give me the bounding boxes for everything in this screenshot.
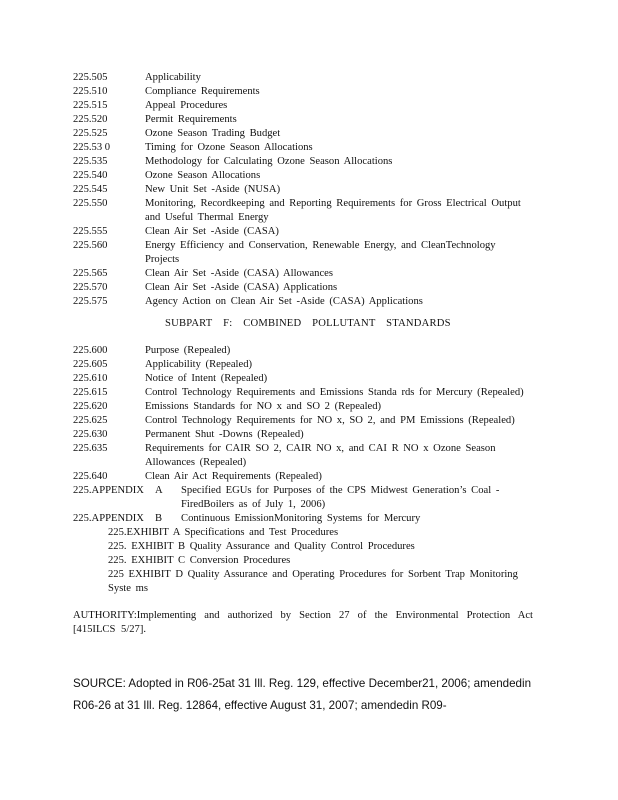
section-number: 225.570 [73, 282, 108, 293]
section-number: 225.640 [73, 471, 108, 482]
source-note: SOURCE: Adopted in R06-25at 31 Ill. Reg. 129, effective December21, 2006; amendedin R06-26 at 31 Ill. Reg. 12864, effective August 31, 2007; amendedin R09- [73, 677, 532, 712]
section-title: Permanent Shut -Downs (Repealed) [145, 429, 304, 440]
section-title: Monitoring, Recordkeeping and Reporting Requirements for Gross Electrical Output and Useful Thermal Energy [145, 198, 521, 223]
toc-entry [73, 239, 533, 267]
toc-entry [73, 386, 533, 400]
section-number: 225.520 [73, 114, 108, 125]
toc-entry [73, 428, 533, 442]
section-title: Appeal Procedures [145, 100, 228, 111]
toc-entry [73, 295, 533, 309]
section-title: Clean Air Act Requirements (Repealed) [145, 471, 322, 482]
appendix-letter: A [155, 485, 163, 496]
section-title: Agency Action on Clean Air Set -Aside (CASA) Applications [145, 296, 423, 307]
section-title: Energy Efficiency and Conservation, Renewable Energy, and CleanTechnology Projects [145, 240, 496, 265]
authority-note: AUTHORITY:Implementing and authorized by Section 27 of the Environmental Protection Act [415ILCS 5/27]. [73, 610, 533, 635]
section-number: 225.565 [73, 268, 108, 279]
toc-entry [73, 442, 533, 470]
section-number: 225.540 [73, 170, 108, 181]
exhibit-entry: 225. EXHIBIT B Quality Assurance and Quality Control Procedures [108, 541, 415, 552]
appendix-title: Specified EGUs for Purposes of the CPS Midwest Generation’s Coal -FiredBoilers as of July 1, 2006) [181, 485, 500, 510]
section-title: Timing for Ozone Season Allocations [145, 142, 313, 153]
toc-entry [73, 99, 533, 113]
section-title: Clean Air Set -Aside (CASA) [145, 226, 279, 237]
section-title: New Unit Set -Aside (NUSA) [145, 184, 281, 195]
section-title: Control Technology Requirements and Emissions Standa rds for Mercury (Repealed) [145, 387, 524, 398]
subpart-heading: SUBPART F: COMBINED POLLUTANT STANDARDS [165, 318, 451, 329]
appendix-entry [73, 484, 533, 512]
exhibit-entry: 225. EXHIBIT C Conversion Procedures [108, 555, 291, 566]
section-number: 225.615 [73, 387, 108, 398]
section-title: Purpose (Repealed) [145, 345, 231, 356]
appendix-title: Continuous EmissionMonitoring Systems for Mercury [181, 513, 421, 524]
toc-entry [73, 414, 533, 428]
toc-entry [73, 267, 533, 281]
toc-entry [73, 169, 533, 183]
section-number: 225.515 [73, 100, 108, 111]
toc-entry [73, 400, 533, 414]
toc-entry [73, 358, 533, 372]
section-number: 225.625 [73, 415, 108, 426]
section-number: 225.560 [73, 240, 108, 251]
toc-entry [73, 281, 533, 295]
section-number: 225.610 [73, 373, 108, 384]
section-title: Compliance Requirements [145, 86, 260, 97]
appendix-number: 225.APPENDIX [73, 485, 144, 496]
section-title: Control Technology Requirements for NO x, SO 2, and PM Emissions (Repealed) [145, 415, 515, 426]
section-number: 225.535 [73, 156, 108, 167]
table-of-contents [73, 71, 533, 637]
section-title: Clean Air Set -Aside (CASA) Allowances [145, 268, 334, 279]
section-number: 225.575 [73, 296, 108, 307]
toc-entry [73, 470, 533, 484]
section-title: Ozone Season Allocations [145, 170, 261, 181]
section-number: 225.600 [73, 345, 108, 356]
section-number: 225.620 [73, 401, 108, 412]
section-number: 225.605 [73, 359, 108, 370]
toc-entry [73, 71, 533, 85]
section-number: 225.505 [73, 72, 108, 83]
section-number: 225.635 [73, 443, 108, 454]
section-number: 225.555 [73, 226, 108, 237]
toc-entry [73, 183, 533, 197]
toc-entry [73, 225, 533, 239]
section-number: 225.630 [73, 429, 108, 440]
section-title: Applicability [145, 72, 201, 83]
appendix-letter: B [155, 513, 163, 524]
section-number: 225.525 [73, 128, 108, 139]
section-title: Clean Air Set -Aside (CASA) Applications [145, 282, 338, 293]
exhibit-entry: 225.EXHIBIT A Specifications and Test Procedures [108, 527, 339, 538]
section-title: Methodology for Calculating Ozone Season Allocations [145, 156, 393, 167]
section-number: 225.550 [73, 198, 108, 209]
section-title: Notice of Intent (Repealed) [145, 373, 268, 384]
toc-entry [73, 127, 533, 141]
section-title: Ozone Season Trading Budget [145, 128, 281, 139]
section-title: Applicability (Repealed) [145, 359, 253, 370]
section-title: Permit Requirements [145, 114, 237, 125]
exhibit-entry: 225 EXHIBIT D Quality Assurance and Operating Procedures for Sorbent Trap Monitoring Syste ms [108, 569, 518, 594]
toc-entry [73, 344, 533, 358]
toc-entry [73, 155, 533, 169]
toc-entry [73, 141, 533, 155]
toc-entry [73, 197, 533, 225]
toc-entry [73, 85, 533, 99]
toc-entry [73, 372, 533, 386]
section-title: Emissions Standards for NO x and SO 2 (Repealed) [145, 401, 382, 412]
toc-entry [73, 113, 533, 127]
section-number: 225.545 [73, 184, 108, 195]
appendix-number: 225.APPENDIX [73, 513, 144, 524]
section-number: 225.53 0 [73, 142, 111, 153]
section-title: Requirements for CAIR SO 2, CAIR NO x, and CAI R NO x Ozone Season Allowances (Repealed) [145, 443, 496, 468]
appendix-entry [73, 512, 533, 526]
section-number: 225.510 [73, 86, 108, 97]
